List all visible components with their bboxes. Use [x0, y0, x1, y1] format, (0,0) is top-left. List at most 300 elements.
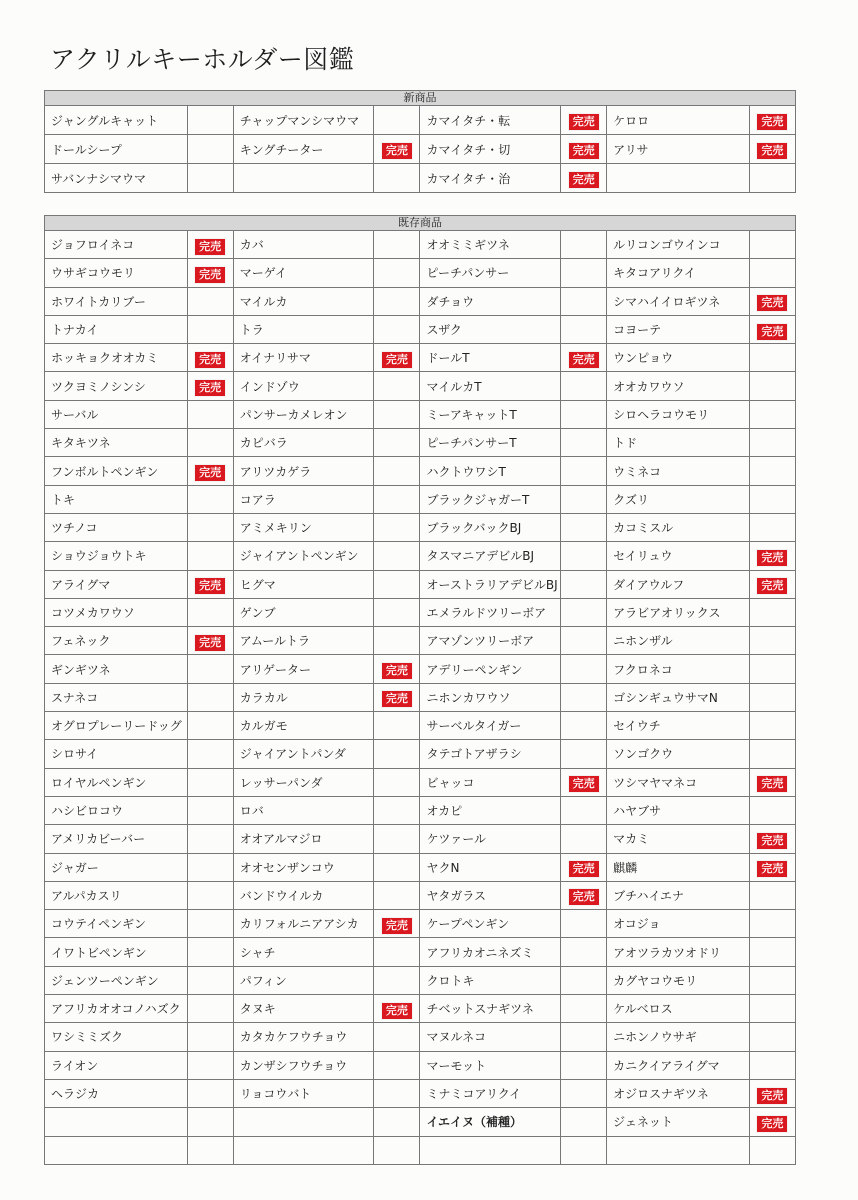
- product-name: カルガモ: [233, 712, 374, 740]
- product-name: アリサ: [607, 135, 750, 164]
- sold-status-cell: [187, 1108, 233, 1136]
- product-name: [233, 1108, 374, 1136]
- table-row: [45, 966, 796, 994]
- sold-status-cell: [374, 513, 420, 541]
- sold-status-cell: [561, 315, 607, 343]
- sold-status-cell: [374, 966, 420, 994]
- sold-status-cell: [561, 287, 607, 315]
- sold-out-badge: 完売: [569, 889, 599, 905]
- sold-status-cell: [187, 938, 233, 966]
- product-name: ヤクN: [420, 853, 561, 881]
- sold-status-cell: [187, 683, 233, 711]
- product-name: ミーアキャットT: [420, 400, 561, 428]
- product-name: アミメキリン: [233, 513, 374, 541]
- sold-status-cell: [374, 542, 420, 570]
- sold-status-cell: [187, 966, 233, 994]
- product-name: ショウジョウトキ: [45, 542, 188, 570]
- product-name: [233, 164, 374, 193]
- product-name: カリフォルニアアシカ: [233, 910, 374, 938]
- sold-status-cell: [561, 429, 607, 457]
- product-name: タスマニアデビルBJ: [420, 542, 561, 570]
- product-name: ツクヨミノシンシ: [45, 372, 188, 400]
- product-name: ダイアウルフ: [607, 570, 750, 598]
- product-name: ゲンブ: [233, 598, 374, 626]
- sold-status-cell: [749, 457, 795, 485]
- table-row: [45, 400, 796, 428]
- sold-out-badge: 完売: [195, 465, 225, 481]
- sold-status-cell: [749, 712, 795, 740]
- sold-status-cell: [374, 768, 420, 796]
- sold-status-cell: [561, 598, 607, 626]
- sold-status-cell: [561, 853, 607, 881]
- product-name: オカピ: [420, 796, 561, 824]
- sold-out-badge: 完売: [382, 352, 412, 368]
- product-name: アフリカオオコノハズク: [45, 995, 188, 1023]
- sold-status-cell: [374, 570, 420, 598]
- sold-out-badge: 完売: [757, 324, 787, 340]
- sold-status-cell: [749, 1023, 795, 1051]
- sold-status-cell: [187, 995, 233, 1023]
- product-name: フクロネコ: [607, 655, 750, 683]
- sold-out-badge: 完売: [569, 143, 599, 159]
- product-name: サバンナシマウマ: [45, 164, 188, 193]
- sold-status-cell: [187, 429, 233, 457]
- product-name: ブラックジャガーT: [420, 485, 561, 513]
- table-row: [45, 995, 796, 1023]
- product-name: パンサーカメレオン: [233, 400, 374, 428]
- product-name: アデリーペンギン: [420, 655, 561, 683]
- table-row: [45, 1108, 796, 1136]
- product-name: ジャガー: [45, 853, 188, 881]
- product-name: [607, 1136, 750, 1164]
- table-row: [45, 231, 796, 259]
- product-name: ケツァール: [420, 825, 561, 853]
- sold-status-cell: [749, 429, 795, 457]
- table-row: [45, 457, 796, 485]
- product-name: シマハイイロギツネ: [607, 287, 750, 315]
- sold-status-cell: [749, 259, 795, 287]
- section-header-new: 新商品: [45, 91, 796, 106]
- sold-status-cell: [187, 740, 233, 768]
- product-name: アラビアオリックス: [607, 598, 750, 626]
- product-name: マーモット: [420, 1051, 561, 1079]
- sold-status-cell: [561, 400, 607, 428]
- sold-status-cell: [561, 259, 607, 287]
- product-name: アムールトラ: [233, 627, 374, 655]
- sold-out-badge: 完売: [757, 1088, 787, 1104]
- product-name: オオセンザンコウ: [233, 853, 374, 881]
- sold-status-cell: [187, 881, 233, 909]
- sold-status-cell: [187, 164, 233, 193]
- product-name: [607, 164, 750, 193]
- sold-status-cell: [374, 287, 420, 315]
- product-name: マヌルネコ: [420, 1023, 561, 1051]
- product-name: ニホンザル: [607, 627, 750, 655]
- sold-status-cell: [374, 825, 420, 853]
- sold-out-badge: 完売: [757, 1116, 787, 1132]
- sold-status-cell: [374, 1051, 420, 1079]
- product-name: オジロスナギツネ: [607, 1079, 750, 1107]
- product-name: カマイタチ・転: [420, 106, 561, 135]
- sold-status-cell: [749, 683, 795, 711]
- sold-status-cell: [749, 1051, 795, 1079]
- sold-status-cell: [187, 712, 233, 740]
- product-name: マカミ: [607, 825, 750, 853]
- product-name: ドールシープ: [45, 135, 188, 164]
- product-name: カタカケフウチョウ: [233, 1023, 374, 1051]
- sold-status-cell: [374, 344, 420, 372]
- product-name: ソンゴクウ: [607, 740, 750, 768]
- product-name: イエイヌ（補種）: [420, 1108, 561, 1136]
- sold-status-cell: [749, 1079, 795, 1107]
- sold-status-cell: [561, 513, 607, 541]
- product-name: キングチーター: [233, 135, 374, 164]
- table-row: [45, 683, 796, 711]
- product-name: オオカワウソ: [607, 372, 750, 400]
- sold-status-cell: [561, 135, 607, 164]
- product-name: スナネコ: [45, 683, 188, 711]
- table-row: [45, 712, 796, 740]
- sold-out-badge: 完売: [569, 776, 599, 792]
- sold-status-cell: [187, 1023, 233, 1051]
- sold-status-cell: [749, 344, 795, 372]
- sold-status-cell: [561, 164, 607, 193]
- sold-status-cell: [749, 164, 795, 193]
- table-row: [45, 344, 796, 372]
- product-name: トド: [607, 429, 750, 457]
- product-name: アルパカスリ: [45, 881, 188, 909]
- sold-status-cell: [561, 344, 607, 372]
- product-name: ジャイアントパンダ: [233, 740, 374, 768]
- sold-status-cell: [561, 231, 607, 259]
- product-name: シャチ: [233, 938, 374, 966]
- sold-status-cell: [374, 796, 420, 824]
- sold-out-badge: 完売: [382, 143, 412, 159]
- product-name: ジャングルキャット: [45, 106, 188, 135]
- table-row: [45, 287, 796, 315]
- table-row: [45, 513, 796, 541]
- sold-status-cell: [187, 231, 233, 259]
- sold-status-cell: [749, 995, 795, 1023]
- product-name: オグロプレーリードッグ: [45, 712, 188, 740]
- sold-status-cell: [374, 1079, 420, 1107]
- sold-status-cell: [561, 796, 607, 824]
- sold-status-cell: [561, 995, 607, 1023]
- sold-out-badge: 完売: [569, 861, 599, 877]
- sold-status-cell: [749, 315, 795, 343]
- sold-status-cell: [561, 372, 607, 400]
- product-name: ニホンカワウソ: [420, 683, 561, 711]
- product-name: 麒麟: [607, 853, 750, 881]
- product-name: セイリュウ: [607, 542, 750, 570]
- product-name: ケロロ: [607, 106, 750, 135]
- sold-status-cell: [749, 485, 795, 513]
- product-name: カグヤコウモリ: [607, 966, 750, 994]
- sold-status-cell: [561, 881, 607, 909]
- sold-out-badge: 完売: [757, 776, 787, 792]
- product-name: クズリ: [607, 485, 750, 513]
- product-name: ウサギコウモリ: [45, 259, 188, 287]
- sold-status-cell: [749, 796, 795, 824]
- sold-status-cell: [187, 106, 233, 135]
- sold-out-badge: 完売: [757, 114, 787, 130]
- product-name: リョコウバト: [233, 1079, 374, 1107]
- product-name: ジャイアントペンギン: [233, 542, 374, 570]
- product-name: ホワイトカリブー: [45, 287, 188, 315]
- product-name: フェネック: [45, 627, 188, 655]
- sold-status-cell: [374, 457, 420, 485]
- sold-status-cell: [561, 712, 607, 740]
- table-row: [45, 910, 796, 938]
- sold-status-cell: [561, 627, 607, 655]
- product-name: ロバ: [233, 796, 374, 824]
- sold-status-cell: [187, 1136, 233, 1164]
- sold-status-cell: [187, 457, 233, 485]
- product-name: [45, 1108, 188, 1136]
- sold-status-cell: [749, 881, 795, 909]
- sold-status-cell: [749, 938, 795, 966]
- product-name: ロイヤルペンギン: [45, 768, 188, 796]
- product-name: オコジョ: [607, 910, 750, 938]
- product-name: マイルカ: [233, 287, 374, 315]
- sold-status-cell: [187, 513, 233, 541]
- sold-status-cell: [187, 910, 233, 938]
- product-name: アマゾンツリーボア: [420, 627, 561, 655]
- section-header-existing: 既存商品: [45, 216, 796, 231]
- sold-status-cell: [561, 683, 607, 711]
- sold-status-cell: [187, 400, 233, 428]
- sold-status-cell: [749, 231, 795, 259]
- sold-status-cell: [374, 259, 420, 287]
- table-row: [45, 825, 796, 853]
- product-name: セイウチ: [607, 712, 750, 740]
- sold-status-cell: [561, 938, 607, 966]
- sold-status-cell: [749, 1136, 795, 1164]
- product-name: カマイタチ・治: [420, 164, 561, 193]
- sold-status-cell: [749, 655, 795, 683]
- product-name: サーベルタイガー: [420, 712, 561, 740]
- sold-status-cell: [374, 1108, 420, 1136]
- sold-out-badge: 完売: [195, 380, 225, 396]
- product-name: カマイタチ・切: [420, 135, 561, 164]
- product-name: アリゲーター: [233, 655, 374, 683]
- sold-status-cell: [187, 627, 233, 655]
- table-row: [45, 106, 796, 135]
- product-name: パフィン: [233, 966, 374, 994]
- sold-status-cell: [561, 740, 607, 768]
- product-name: オオアルマジロ: [233, 825, 374, 853]
- sold-status-cell: [749, 513, 795, 541]
- product-name: バンドウイルカ: [233, 881, 374, 909]
- sold-status-cell: [187, 825, 233, 853]
- product-name: チャップマンシマウマ: [233, 106, 374, 135]
- sold-out-badge: 完売: [757, 295, 787, 311]
- sold-status-cell: [749, 372, 795, 400]
- product-name: アリツカゲラ: [233, 457, 374, 485]
- product-name: ウンピョウ: [607, 344, 750, 372]
- sold-status-cell: [561, 1136, 607, 1164]
- product-name: カピバラ: [233, 429, 374, 457]
- product-name: ハシビロコウ: [45, 796, 188, 824]
- table-row: [45, 768, 796, 796]
- product-name: マーゲイ: [233, 259, 374, 287]
- sold-status-cell: [561, 457, 607, 485]
- sold-status-cell: [187, 768, 233, 796]
- sold-status-cell: [187, 598, 233, 626]
- sold-status-cell: [561, 825, 607, 853]
- table-row: [45, 1023, 796, 1051]
- product-name: アオツラカツオドリ: [607, 938, 750, 966]
- sold-status-cell: [749, 740, 795, 768]
- sold-out-badge: 完売: [195, 635, 225, 651]
- table-row: [45, 881, 796, 909]
- product-name: [420, 1136, 561, 1164]
- sold-status-cell: [561, 1079, 607, 1107]
- sold-status-cell: [187, 344, 233, 372]
- product-name: スザク: [420, 315, 561, 343]
- sold-status-cell: [187, 655, 233, 683]
- product-name: フンボルトペンギン: [45, 457, 188, 485]
- product-name: ルリコンゴウインコ: [607, 231, 750, 259]
- sold-status-cell: [187, 287, 233, 315]
- product-name: ヒグマ: [233, 570, 374, 598]
- sold-status-cell: [187, 135, 233, 164]
- product-name: ドールT: [420, 344, 561, 372]
- product-name: ミナミコアリクイ: [420, 1079, 561, 1107]
- table-row: [45, 372, 796, 400]
- sold-status-cell: [374, 712, 420, 740]
- sold-status-cell: [749, 1108, 795, 1136]
- product-name: シロヘラコウモリ: [607, 400, 750, 428]
- sold-status-cell: [374, 881, 420, 909]
- product-name: ワシミミズク: [45, 1023, 188, 1051]
- product-name: ケルベロス: [607, 995, 750, 1023]
- product-name: ヤタガラス: [420, 881, 561, 909]
- existing-products-table: [44, 215, 796, 1165]
- sold-out-badge: 完売: [757, 861, 787, 877]
- sold-status-cell: [187, 485, 233, 513]
- product-name: イワトビペンギン: [45, 938, 188, 966]
- sold-status-cell: [749, 400, 795, 428]
- product-name: ツチノコ: [45, 513, 188, 541]
- product-name: キタキツネ: [45, 429, 188, 457]
- sold-out-badge: 完売: [195, 352, 225, 368]
- product-name: ジョフロイネコ: [45, 231, 188, 259]
- product-name: キタコアリクイ: [607, 259, 750, 287]
- sold-out-badge: 完売: [569, 352, 599, 368]
- product-name: アフリカオニネズミ: [420, 938, 561, 966]
- product-name: ホッキョクオオカミ: [45, 344, 188, 372]
- sold-status-cell: [187, 259, 233, 287]
- sold-status-cell: [374, 429, 420, 457]
- sold-status-cell: [561, 1051, 607, 1079]
- sold-status-cell: [561, 106, 607, 135]
- product-name: [233, 1136, 374, 1164]
- table-row: [45, 938, 796, 966]
- page-title: アクリルキーホルダー図鑑: [50, 45, 355, 74]
- product-name: ゴシンギュウサマN: [607, 683, 750, 711]
- table-row: [45, 1136, 796, 1164]
- table-row: [45, 164, 796, 193]
- sold-out-badge: 完売: [195, 239, 225, 255]
- product-name: ギンギツネ: [45, 655, 188, 683]
- table-row: [45, 259, 796, 287]
- table-row: [45, 655, 796, 683]
- sold-status-cell: [187, 1051, 233, 1079]
- sold-out-badge: 完売: [382, 918, 412, 934]
- product-name: クロトキ: [420, 966, 561, 994]
- sold-status-cell: [749, 825, 795, 853]
- product-name: トラ: [233, 315, 374, 343]
- sold-status-cell: [561, 966, 607, 994]
- sold-status-cell: [749, 570, 795, 598]
- sold-status-cell: [374, 1136, 420, 1164]
- product-name: ツシマヤマネコ: [607, 768, 750, 796]
- table-row: [45, 627, 796, 655]
- sold-out-badge: 完売: [382, 1003, 412, 1019]
- product-name: オーストラリアデビルBJ: [420, 570, 561, 598]
- sold-status-cell: [374, 655, 420, 683]
- table-row: [45, 542, 796, 570]
- product-name: トキ: [45, 485, 188, 513]
- sold-status-cell: [374, 995, 420, 1023]
- table-row: [45, 429, 796, 457]
- product-name: ハヤブサ: [607, 796, 750, 824]
- product-name: ニホンノウサギ: [607, 1023, 750, 1051]
- product-name: シロサイ: [45, 740, 188, 768]
- table-row: [45, 853, 796, 881]
- sold-out-badge: 完売: [757, 578, 787, 594]
- product-name: ピーチパンサーT: [420, 429, 561, 457]
- product-name: ピーチパンサー: [420, 259, 561, 287]
- product-name: レッサーパンダ: [233, 768, 374, 796]
- sold-status-cell: [374, 683, 420, 711]
- table-row: [45, 570, 796, 598]
- table-row: [45, 315, 796, 343]
- sold-status-cell: [374, 485, 420, 513]
- sold-status-cell: [749, 768, 795, 796]
- product-name: ブラックバックBJ: [420, 513, 561, 541]
- product-name: ケープペンギン: [420, 910, 561, 938]
- sold-status-cell: [561, 655, 607, 683]
- sold-out-badge: 完売: [757, 833, 787, 849]
- product-name: タヌキ: [233, 995, 374, 1023]
- sold-out-badge: 完売: [757, 550, 787, 566]
- sold-status-cell: [374, 231, 420, 259]
- table-row: [45, 796, 796, 824]
- sold-status-cell: [561, 910, 607, 938]
- product-name: タテゴトアザラシ: [420, 740, 561, 768]
- new-products-table: [44, 90, 796, 193]
- product-name: ダチョウ: [420, 287, 561, 315]
- sold-status-cell: [561, 1023, 607, 1051]
- table-row: [45, 485, 796, 513]
- product-name: ハクトウワシT: [420, 457, 561, 485]
- product-name: トナカイ: [45, 315, 188, 343]
- sold-status-cell: [187, 315, 233, 343]
- sold-out-badge: 完売: [382, 691, 412, 707]
- product-name: カコミスル: [607, 513, 750, 541]
- sold-status-cell: [749, 966, 795, 994]
- product-name: ビャッコ: [420, 768, 561, 796]
- product-name: ブチハイエナ: [607, 881, 750, 909]
- product-name: ヘラジカ: [45, 1079, 188, 1107]
- product-name: サーバル: [45, 400, 188, 428]
- sold-status-cell: [187, 372, 233, 400]
- sold-out-badge: 完売: [195, 578, 225, 594]
- sold-status-cell: [187, 853, 233, 881]
- product-name: ライオン: [45, 1051, 188, 1079]
